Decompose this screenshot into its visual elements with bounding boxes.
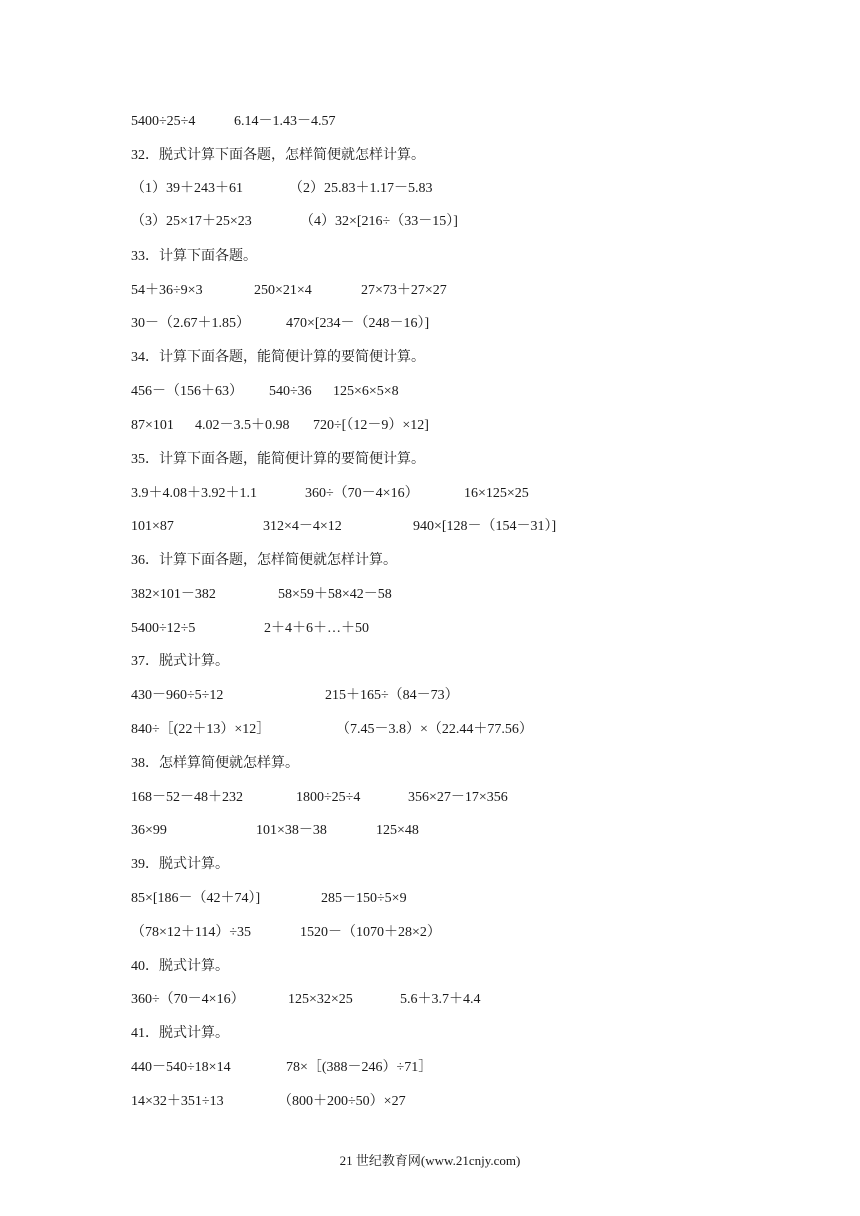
expression: 1520－（1070＋28×2） <box>300 925 441 940</box>
question-35-title: 35．计算下面各题，能简便计算的要简便计算。 <box>131 452 425 467</box>
expression: 5.6＋3.7＋4.4 <box>400 992 481 1007</box>
expression: 14×32＋351÷13 <box>131 1094 224 1109</box>
expression: 356×27－17×356 <box>408 790 508 805</box>
exercise-row <box>0 888 860 910</box>
expression: 54＋36÷9×3 <box>131 283 203 298</box>
question-heading <box>0 449 860 471</box>
expression: 382×101－382 <box>131 587 216 602</box>
exercise-row <box>0 922 860 944</box>
exercise-row <box>0 280 860 302</box>
expression: 101×87 <box>131 519 174 534</box>
exercise-row <box>0 313 860 335</box>
question-heading <box>0 956 860 978</box>
expression: 27×73＋27×27 <box>361 283 447 298</box>
expression: 3.9＋4.08＋3.92＋1.1 <box>131 486 257 501</box>
exercise-row <box>0 584 860 606</box>
page-footer: 21 世纪教育网(www.21cnjy.com) <box>339 1153 521 1168</box>
expression: （1）39＋243＋61 <box>131 181 243 196</box>
question-32-title: 32．脱式计算下面各题，怎样简便就怎样计算。 <box>131 148 425 163</box>
expression: 360÷（70－4×16） <box>131 992 245 1007</box>
expression: 720÷[（12－9）×12] <box>313 418 429 433</box>
question-37-title: 37．脱式计算。 <box>131 654 229 669</box>
question-heading <box>0 347 860 369</box>
expression: 30－（2.67＋1.85） <box>131 316 250 331</box>
question-heading <box>0 854 860 876</box>
exercise-row <box>0 820 860 842</box>
expression: 456－（156＋63） <box>131 384 243 399</box>
expression: 125×6×5×8 <box>333 384 399 399</box>
expression: 36×99 <box>131 823 167 838</box>
expression: 168－52－48＋232 <box>131 790 243 805</box>
question-33-title: 33．计算下面各题。 <box>131 249 257 264</box>
exercise-row <box>0 111 860 133</box>
expression: 285－150÷5×9 <box>321 891 407 906</box>
question-heading <box>0 246 860 268</box>
exercise-row <box>0 989 860 1011</box>
question-36-title: 36．计算下面各题，怎样简便就怎样计算。 <box>131 553 397 568</box>
exercise-row <box>0 685 860 707</box>
expression: 1800÷25÷4 <box>296 790 361 805</box>
expression: （2）25.83＋1.17－5.83 <box>289 181 433 196</box>
expression: 78×［(388－246）÷71］ <box>286 1060 433 1075</box>
exercise-row <box>0 381 860 403</box>
exercise-row <box>0 787 860 809</box>
expression: 470×[234－（248－16）] <box>286 316 430 331</box>
expression: 5400÷25÷4 <box>131 114 196 129</box>
expression: 440－540÷18×14 <box>131 1060 231 1075</box>
question-heading <box>0 753 860 775</box>
expression: 430－960÷5÷12 <box>131 688 224 703</box>
expression: 940×[128－（154－31）] <box>413 519 557 534</box>
expression: 2＋4＋6＋…＋50 <box>264 621 369 636</box>
question-heading <box>0 1023 860 1045</box>
question-34-title: 34．计算下面各题，能简便计算的要简便计算。 <box>131 350 425 365</box>
exercise-row <box>0 719 860 741</box>
expression: 215＋165÷（84－73） <box>325 688 459 703</box>
question-39-title: 39．脱式计算。 <box>131 857 229 872</box>
expression: 101×38－38 <box>256 823 327 838</box>
expression: 16×125×25 <box>464 486 529 501</box>
expression: 360÷（70－4×16） <box>305 486 419 501</box>
expression: 87×101 <box>131 418 174 433</box>
expression: （78×12＋114）÷35 <box>131 925 252 940</box>
question-heading <box>0 145 860 167</box>
question-38-title: 38．怎样算简便就怎样算。 <box>131 756 299 771</box>
expression: 125×48 <box>376 823 419 838</box>
expression: 58×59＋58×42－58 <box>278 587 392 602</box>
expression: 6.14－1.43－4.57 <box>234 114 336 129</box>
expression: 5400÷12÷5 <box>131 621 196 636</box>
expression: （800＋200÷50）×27 <box>278 1094 406 1109</box>
question-41-title: 41．脱式计算。 <box>131 1026 229 1041</box>
expression: 250×21×4 <box>254 283 312 298</box>
expression: （4）32×[216÷（33－15）] <box>300 214 458 229</box>
exercise-row <box>0 516 860 538</box>
expression: 85×[186－（42＋74）] <box>131 891 261 906</box>
question-heading <box>0 550 860 572</box>
expression: （7.45－3.8）×（22.44＋77.56） <box>336 722 533 737</box>
expression: 125×32×25 <box>288 992 353 1007</box>
expression: 540÷36 <box>269 384 312 399</box>
expression: 840÷［(22＋13）×12］ <box>131 722 271 737</box>
question-40-title: 40．脱式计算。 <box>131 959 229 974</box>
expression: 4.02－3.5＋0.98 <box>195 418 290 433</box>
expression: （3）25×17＋25×23 <box>131 214 252 229</box>
exercise-row <box>0 1057 860 1079</box>
expression: 312×4－4×12 <box>263 519 342 534</box>
question-heading <box>0 651 860 673</box>
exercise-row <box>0 483 860 505</box>
exercise-row <box>0 415 860 437</box>
exercise-row <box>0 1091 860 1113</box>
exercise-row <box>0 211 860 233</box>
exercise-row <box>0 618 860 640</box>
exercise-row <box>0 178 860 200</box>
